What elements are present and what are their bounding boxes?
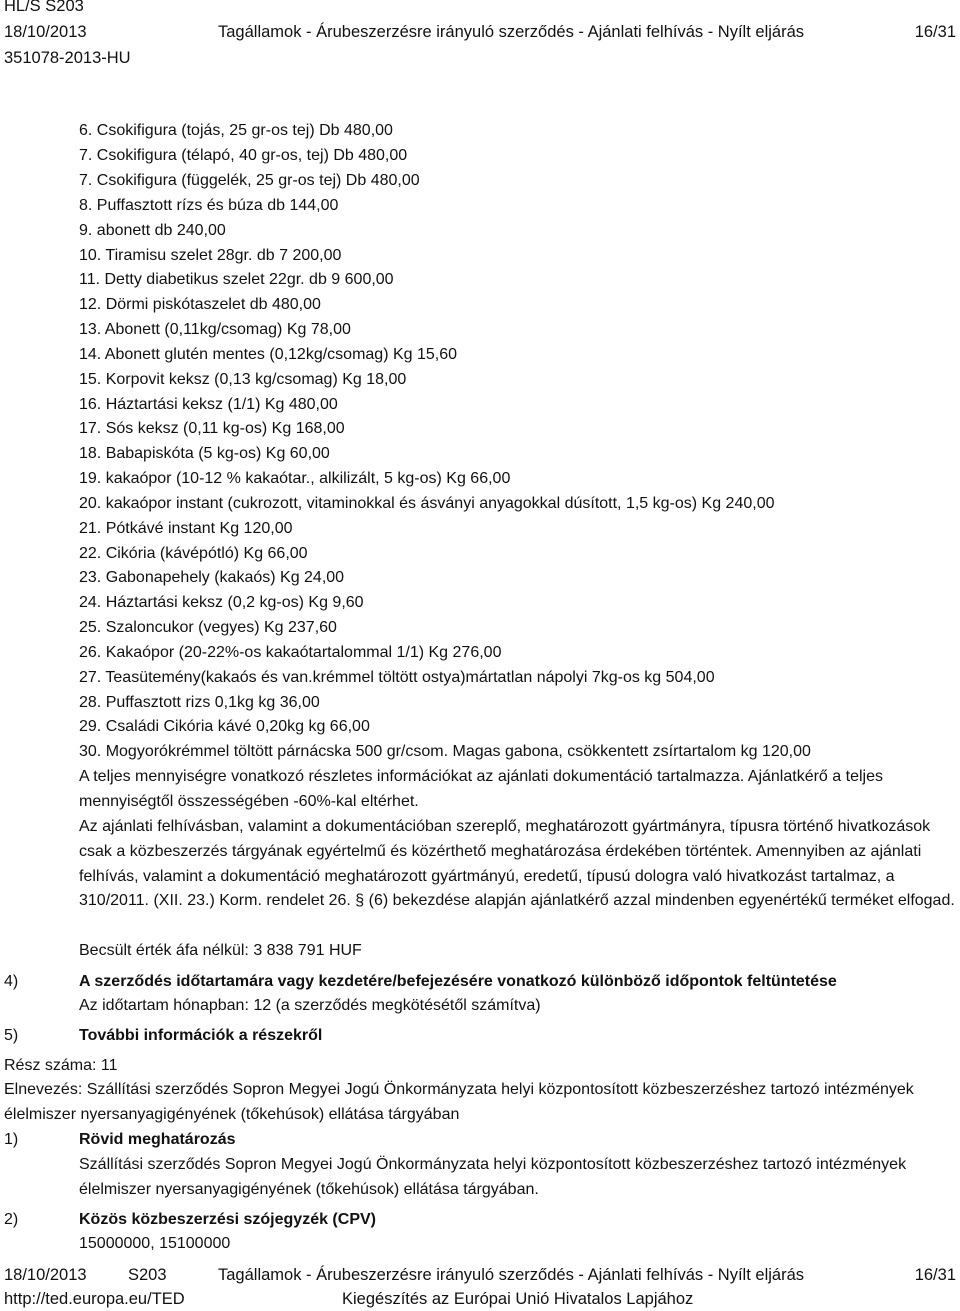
header-page-number: 16/31 — [914, 23, 956, 41]
list-item: 25. Szaloncukor (vegyes) Kg 237,60 — [79, 619, 337, 636]
subsection-2-number: 2) — [4, 1211, 19, 1228]
subsection-1-number: 1) — [4, 1131, 19, 1148]
section-5-heading: További információk a részekről — [79, 1027, 323, 1044]
part-number: Rész száma: 11 — [4, 1057, 118, 1074]
section-4-heading: A szerződés időtartamára vagy kezdetére/befejezésére vonatkozó különböző időpontok feltüntetése — [79, 973, 837, 990]
list-item: 28. Puffasztott rizs 0,1kg kg 36,00 — [79, 694, 320, 711]
footer-date: 18/10/2013 — [4, 1266, 87, 1284]
footer-publisher: Kiegészítés az Európai Unió Hivatalos Lapjához — [342, 1290, 694, 1308]
doc-code: HL/S S203 — [4, 0, 84, 15]
list-item: 26. Kakaópor (20-22%-os kakaótartalommal 1/1) Kg 276,00 — [79, 644, 502, 661]
list-item: 11. Detty diabetikus szelet 22gr. db 9 600,00 — [79, 271, 394, 288]
header-date: 18/10/2013 — [4, 23, 87, 41]
list-item: 8. Puffasztott rízs és búza db 144,00 — [79, 197, 339, 214]
list-item: 21. Pótkávé instant Kg 120,00 — [79, 520, 293, 537]
list-item: 24. Háztartási keksz (0,2 kg-os) Kg 9,60 — [79, 594, 364, 611]
subsection-1-heading: Rövid meghatározás — [79, 1131, 236, 1148]
list-item: 22. Cikória (kávépótló) Kg 66,00 — [79, 545, 308, 562]
list-item: 19. kakaópor (10-12 % kakaótar., alkilizált, 5 kg-os) Kg 66,00 — [79, 470, 511, 487]
list-item: 30. Mogyorókrémmel töltött párnácska 500 gr/csom. Magas gabona, csökkentett zsírtartalom kg 120,00 — [79, 743, 811, 760]
header-title: Tagállamok - Árubeszerzésre irányuló szerződés - Ajánlati felhívás - Nyílt eljárás — [218, 23, 804, 41]
list-item: 6. Csokifigura (tojás, 25 gr-os tej) Db 480,00 — [79, 122, 393, 139]
section-4-number: 4) — [4, 973, 19, 990]
subsection-2-heading: Közös közbeszerzési szójegyzék (CPV) — [79, 1211, 376, 1228]
footer-code: S203 — [128, 1266, 167, 1284]
quantity-note-paragraph: A teljes mennyiségre vonatkozó részletes információkat az ajánlati dokumentáció tartalmazza. Ajánlatkérő a teljes mennyiségtől összességében -60%-kal eltérhet. — [79, 768, 883, 810]
list-item: 12. Dörmi piskótaszelet db 480,00 — [79, 296, 321, 313]
list-item: 13. Abonett (0,11kg/csomag) Kg 78,00 — [79, 321, 351, 338]
list-item: 20. kakaópor instant (cukrozott, vitaminokkal és ásványi anyagokkal dúsított, 1,5 kg-os) Kg 240,00 — [79, 495, 775, 512]
list-item: 14. Abonett glutén mentes (0,12kg/csomag) Kg 15,60 — [79, 346, 458, 363]
list-item: 7. Csokifigura (télapó, 40 gr-os, tej) Db 480,00 — [79, 147, 408, 164]
footer-page-number: 16/31 — [914, 1266, 956, 1284]
list-item: 23. Gabonapehely (kakaós) Kg 24,00 — [79, 569, 345, 586]
section-5-number: 5) — [4, 1027, 19, 1044]
list-item: 29. Családi Cikória kávé 0,20kg kg 66,00 — [79, 718, 370, 735]
subsection-1-body: Szállítási szerződés Sopron Megyei Jogú Önkormányzata helyi központosított közbeszerzéshez tartozó intézmények élelmiszer nyersanyagigényének (tőkehúsok) ellátása tárgyában. — [79, 1156, 907, 1198]
footer-title: Tagállamok - Árubeszerzésre irányuló szerződés - Ajánlati felhívás - Nyílt eljárás — [218, 1266, 804, 1284]
list-item: 27. Teasütemény(kakaós és van.krémmel töltött ostya)mártatlan nápolyi 7kg-os kg 504,00 — [79, 669, 715, 686]
list-item: 18. Babapiskóta (5 kg-os) Kg 60,00 — [79, 445, 330, 462]
equivalence-paragraph: Az ajánlati felhívásban, valamint a dokumentációban szereplő, meghatározott gyártmányra, típusra történő hivatkozások csak a közbeszerzés tárgyának egyértelmű és közérthető meghatározása érdekében történtek. Amennyiben az ajánlati felhívás, valamint a dokumentáció meghatározott gyártmányú, eredetű, típusú dologra való hivatkozást tartalmaz, a 310/2011. (XII. 23.) Korm. rendelet 26. § (6) bekezdése alapján ajánlatkérő azzal mindenben egyenértékű terméket elfogad. — [79, 818, 955, 910]
list-item: 7. Csokifigura (függelék, 25 gr-os tej) Db 480,00 — [79, 172, 420, 189]
header-doc-id: 351078-2013-HU — [4, 49, 131, 67]
list-item: 17. Sós keksz (0,11 kg-os) Kg 168,00 — [79, 420, 345, 437]
footer-url-link[interactable]: http://ted.europa.eu/TED — [4, 1290, 185, 1308]
cpv-codes: 15000000, 15100000 — [79, 1235, 231, 1252]
list-item: 10. Tiramisu szelet 28gr. db 7 200,00 — [79, 247, 342, 264]
list-item: 9. abonett db 240,00 — [79, 222, 226, 239]
part-name: Elnevezés: Szállítási szerződés Sopron Megyei Jogú Önkormányzata helyi központosított közbeszerzéshez tartozó intézmények élelmiszer nyersanyagigényének (tőkehúsok) ellátása tárgyában — [4, 1081, 914, 1123]
section-4-body: Az időtartam hónapban: 12 (a szerződés megkötésétől számítva) — [79, 997, 541, 1014]
list-item: 16. Háztartási keksz (1/1) Kg 480,00 — [79, 396, 338, 413]
estimated-value: Becsült érték áfa nélkül: 3 838 791 HUF — [79, 942, 362, 959]
list-item: 15. Korpovit keksz (0,13 kg/csomag) Kg 18,00 — [79, 371, 407, 388]
